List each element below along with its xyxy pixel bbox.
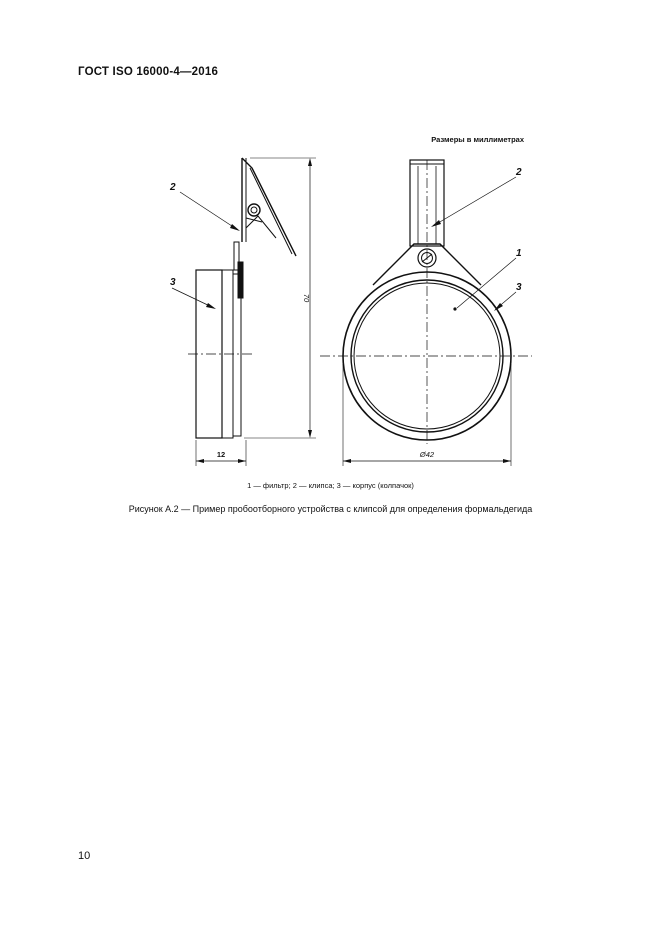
callout-3-side: 3 xyxy=(170,277,176,288)
dim-diameter: Ø42 xyxy=(419,450,435,459)
document-header: ГОСТ ISO 16000-4—2016 xyxy=(78,66,219,78)
side-view xyxy=(172,158,316,466)
figure-caption: Рисунок А.2 — Пример пробоотборного устройства с клипсой для определения формальдегида xyxy=(128,504,533,514)
side-clip-spring xyxy=(248,204,260,216)
callout-2-front: 2 xyxy=(516,167,522,178)
figure-legend: 1 — фильтр; 2 — клипса; 3 — корпус (колпачок) xyxy=(247,481,414,490)
front-body-inner xyxy=(351,280,503,432)
page-number: 10 xyxy=(78,850,91,862)
dim-width: 12 xyxy=(216,450,226,459)
callout-1-front: 1 xyxy=(516,248,522,259)
units-note: Размеры в миллиметрах xyxy=(431,135,524,144)
callout-3-front: 3 xyxy=(516,282,522,293)
side-clip-base xyxy=(238,262,243,298)
callout-2-side: 2 xyxy=(170,182,176,193)
front-view xyxy=(320,160,532,466)
dim-height: 70 xyxy=(302,293,311,303)
